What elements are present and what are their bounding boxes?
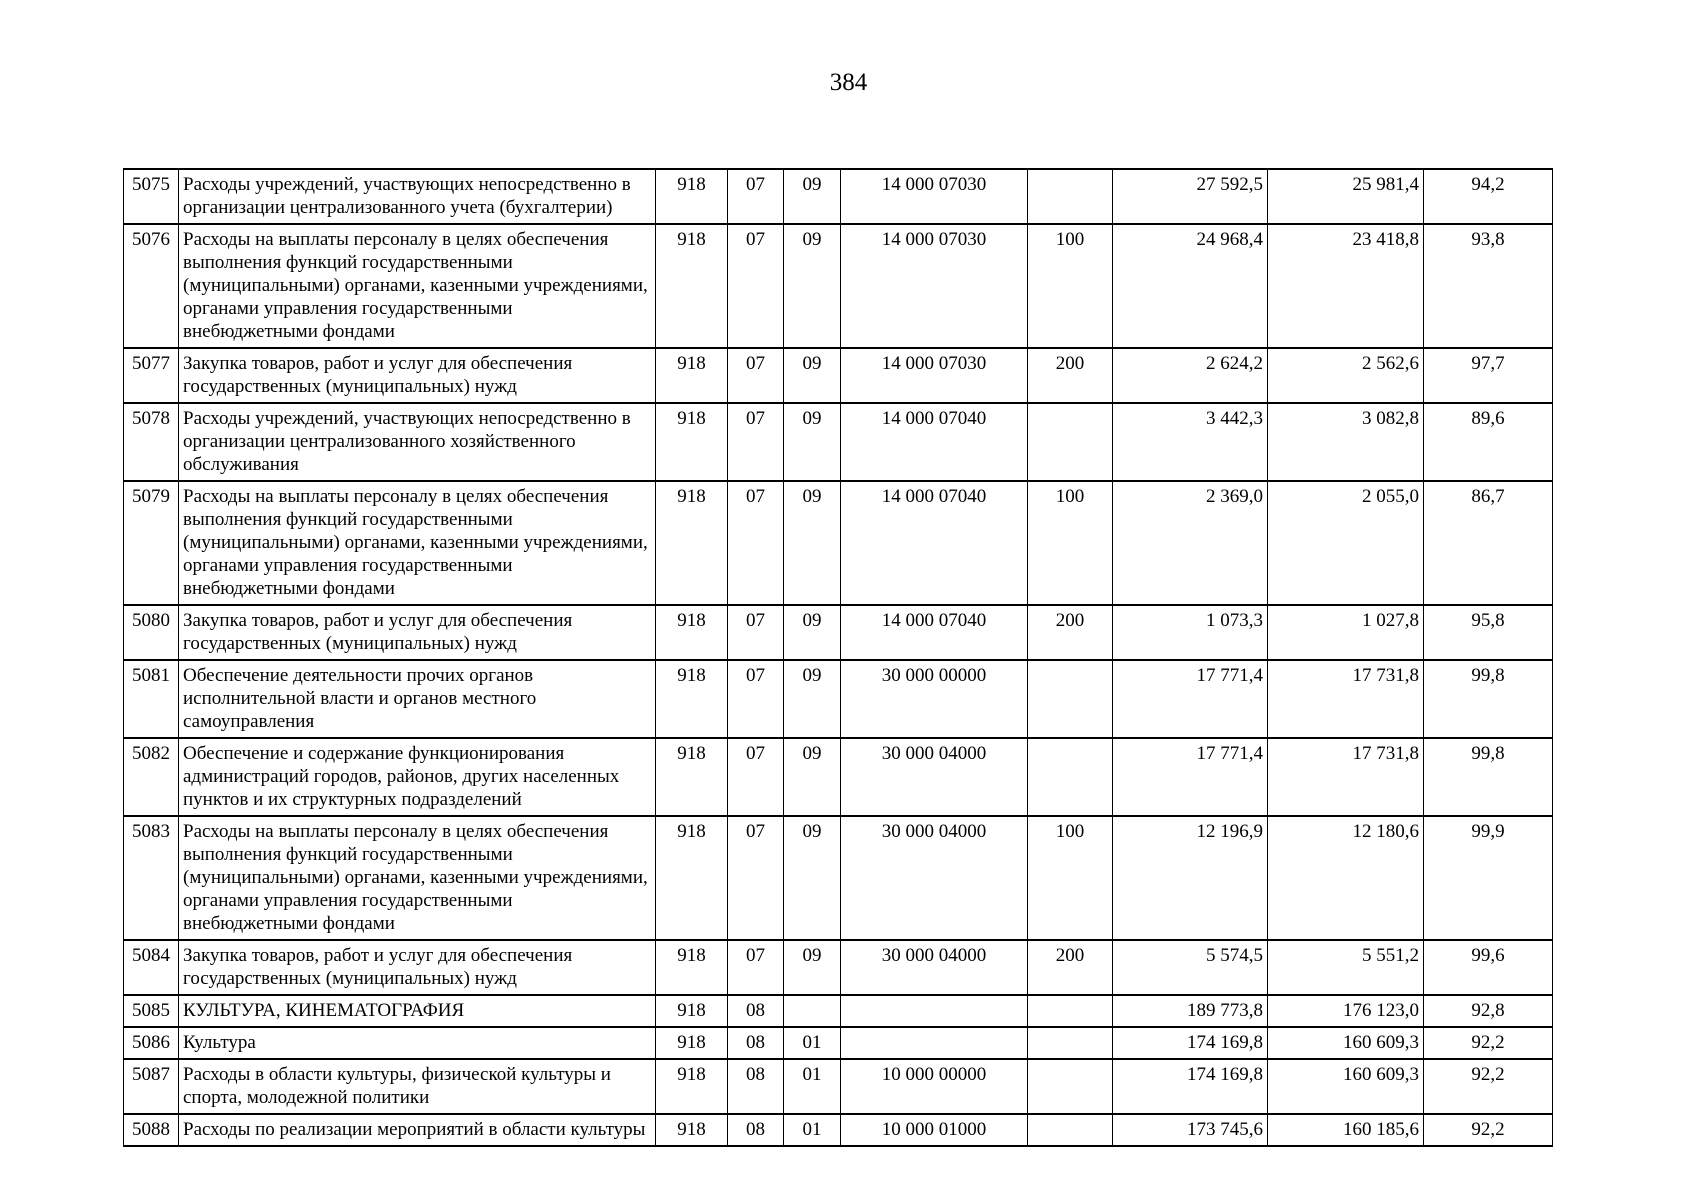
- row-id-cell: 5080: [124, 605, 179, 660]
- description-cell: Обеспечение деятельности прочих органов исполнительной власти и органов местного самоуправления: [179, 660, 656, 738]
- expense-type-cell: 200: [1028, 940, 1113, 995]
- row-id-cell: 5076: [124, 224, 179, 348]
- executed-amount-cell: 23 418,8: [1268, 224, 1424, 348]
- target-article-cell: 30 000 04000: [841, 738, 1028, 816]
- target-article-cell: [841, 995, 1028, 1027]
- description-cell: Расходы в области культуры, физической культуры и спорта, молодежной политики: [179, 1059, 656, 1114]
- description-cell: Расходы на выплаты персоналу в целях обеспечения выполнения функций государственными (муниципальными) органами, казенными учреждениями, органами управления государственными внебюджетными фондами: [179, 816, 656, 940]
- grbs-code-cell: 918: [656, 1059, 728, 1114]
- approved-amount-cell: 1 073,3: [1113, 605, 1268, 660]
- percent-cell: 93,8: [1424, 224, 1553, 348]
- approved-amount-cell: 173 745,6: [1113, 1114, 1268, 1146]
- approved-amount-cell: 27 592,5: [1113, 169, 1268, 224]
- table-row: [124, 605, 1553, 660]
- approved-amount-cell: 12 196,9: [1113, 816, 1268, 940]
- target-article-cell: 30 000 00000: [841, 660, 1028, 738]
- table-row: [124, 348, 1553, 403]
- expense-type-cell: [1028, 169, 1113, 224]
- expense-type-cell: [1028, 660, 1113, 738]
- table-row: [124, 1059, 1553, 1114]
- executed-amount-cell: 160 609,3: [1268, 1059, 1424, 1114]
- percent-cell: 92,2: [1424, 1114, 1553, 1146]
- subsection-code-cell: 09: [784, 348, 841, 403]
- budget-table-body: [124, 169, 1553, 1146]
- table-row: [124, 403, 1553, 481]
- grbs-code-cell: 918: [656, 605, 728, 660]
- description-cell: КУЛЬТУРА, КИНЕМАТОГРАФИЯ: [179, 995, 656, 1027]
- grbs-code-cell: 918: [656, 940, 728, 995]
- row-id-cell: 5078: [124, 403, 179, 481]
- executed-amount-cell: 12 180,6: [1268, 816, 1424, 940]
- description-cell: Закупка товаров, работ и услуг для обеспечения государственных (муниципальных) нужд: [179, 940, 656, 995]
- description-cell: Расходы на выплаты персоналу в целях обеспечения выполнения функций государственными (муниципальными) органами, казенными учреждениями, органами управления государственными внебюджетными фондами: [179, 224, 656, 348]
- expense-type-cell: [1028, 403, 1113, 481]
- table-row: [124, 224, 1553, 348]
- row-id-cell: 5077: [124, 348, 179, 403]
- subsection-code-cell: 09: [784, 940, 841, 995]
- table-row: [124, 1027, 1553, 1059]
- subsection-code-cell: 09: [784, 169, 841, 224]
- table-row: [124, 1114, 1553, 1146]
- expense-type-cell: 200: [1028, 605, 1113, 660]
- expense-type-cell: 100: [1028, 224, 1113, 348]
- executed-amount-cell: 2 562,6: [1268, 348, 1424, 403]
- executed-amount-cell: 17 731,8: [1268, 738, 1424, 816]
- subsection-code-cell: 09: [784, 738, 841, 816]
- section-code-cell: 07: [728, 660, 784, 738]
- description-cell: Обеспечение и содержание функционирования администраций городов, районов, других населенных пунктов и их структурных подразделений: [179, 738, 656, 816]
- target-article-cell: 14 000 07030: [841, 224, 1028, 348]
- executed-amount-cell: 3 082,8: [1268, 403, 1424, 481]
- subsection-code-cell: 01: [784, 1059, 841, 1114]
- percent-cell: 94,2: [1424, 169, 1553, 224]
- subsection-code-cell: 09: [784, 660, 841, 738]
- executed-amount-cell: 160 185,6: [1268, 1114, 1424, 1146]
- grbs-code-cell: 918: [656, 169, 728, 224]
- row-id-cell: 5081: [124, 660, 179, 738]
- subsection-code-cell: 01: [784, 1114, 841, 1146]
- section-code-cell: 07: [728, 481, 784, 605]
- executed-amount-cell: 1 027,8: [1268, 605, 1424, 660]
- row-id-cell: 5082: [124, 738, 179, 816]
- executed-amount-cell: 2 055,0: [1268, 481, 1424, 605]
- description-cell: Расходы учреждений, участвующих непосредственно в организации централизованного хозяйственного обслуживания: [179, 403, 656, 481]
- table-row: [124, 169, 1553, 224]
- percent-cell: 89,6: [1424, 403, 1553, 481]
- executed-amount-cell: 17 731,8: [1268, 660, 1424, 738]
- grbs-code-cell: 918: [656, 738, 728, 816]
- section-code-cell: 07: [728, 348, 784, 403]
- percent-cell: 99,9: [1424, 816, 1553, 940]
- description-cell: Закупка товаров, работ и услуг для обеспечения государственных (муниципальных) нужд: [179, 348, 656, 403]
- row-id-cell: 5088: [124, 1114, 179, 1146]
- approved-amount-cell: 2 369,0: [1113, 481, 1268, 605]
- grbs-code-cell: 918: [656, 1114, 728, 1146]
- section-code-cell: 07: [728, 738, 784, 816]
- grbs-code-cell: 918: [656, 481, 728, 605]
- description-cell: Закупка товаров, работ и услуг для обеспечения государственных (муниципальных) нужд: [179, 605, 656, 660]
- target-article-cell: 30 000 04000: [841, 816, 1028, 940]
- target-article-cell: 30 000 04000: [841, 940, 1028, 995]
- grbs-code-cell: 918: [656, 660, 728, 738]
- target-article-cell: 10 000 00000: [841, 1059, 1028, 1114]
- table-row: [124, 660, 1553, 738]
- target-article-cell: 14 000 07030: [841, 169, 1028, 224]
- target-article-cell: [841, 1027, 1028, 1059]
- subsection-code-cell: 09: [784, 816, 841, 940]
- percent-cell: 92,2: [1424, 1027, 1553, 1059]
- row-id-cell: 5085: [124, 995, 179, 1027]
- section-code-cell: 07: [728, 224, 784, 348]
- expense-type-cell: [1028, 1027, 1113, 1059]
- row-id-cell: 5086: [124, 1027, 179, 1059]
- description-cell: Расходы по реализации мероприятий в области культуры: [179, 1114, 656, 1146]
- target-article-cell: 10 000 01000: [841, 1114, 1028, 1146]
- description-cell: Культура: [179, 1027, 656, 1059]
- expense-type-cell: 200: [1028, 348, 1113, 403]
- subsection-code-cell: [784, 995, 841, 1027]
- executed-amount-cell: 160 609,3: [1268, 1027, 1424, 1059]
- target-article-cell: 14 000 07040: [841, 403, 1028, 481]
- percent-cell: 92,8: [1424, 995, 1553, 1027]
- executed-amount-cell: 25 981,4: [1268, 169, 1424, 224]
- approved-amount-cell: 17 771,4: [1113, 738, 1268, 816]
- budget-table: [123, 168, 1553, 1147]
- grbs-code-cell: 918: [656, 403, 728, 481]
- target-article-cell: 14 000 07030: [841, 348, 1028, 403]
- approved-amount-cell: 189 773,8: [1113, 995, 1268, 1027]
- approved-amount-cell: 5 574,5: [1113, 940, 1268, 995]
- target-article-cell: 14 000 07040: [841, 605, 1028, 660]
- target-article-cell: 14 000 07040: [841, 481, 1028, 605]
- table-row: [124, 481, 1553, 605]
- subsection-code-cell: 09: [784, 605, 841, 660]
- expense-type-cell: [1028, 1114, 1113, 1146]
- table-row: [124, 816, 1553, 940]
- section-code-cell: 07: [728, 403, 784, 481]
- row-id-cell: 5083: [124, 816, 179, 940]
- section-code-cell: 07: [728, 169, 784, 224]
- grbs-code-cell: 918: [656, 816, 728, 940]
- table-row: [124, 940, 1553, 995]
- approved-amount-cell: 174 169,8: [1113, 1027, 1268, 1059]
- description-cell: Расходы на выплаты персоналу в целях обеспечения выполнения функций государственными (муниципальными) органами, казенными учреждениями, органами управления государственными внебюджетными фондами: [179, 481, 656, 605]
- subsection-code-cell: 09: [784, 403, 841, 481]
- expense-type-cell: 100: [1028, 816, 1113, 940]
- percent-cell: 99,8: [1424, 660, 1553, 738]
- grbs-code-cell: 918: [656, 224, 728, 348]
- section-code-cell: 08: [728, 995, 784, 1027]
- expense-type-cell: [1028, 738, 1113, 816]
- page-number: 384: [829, 69, 868, 96]
- executed-amount-cell: 176 123,0: [1268, 995, 1424, 1027]
- approved-amount-cell: 174 169,8: [1113, 1059, 1268, 1114]
- percent-cell: 86,7: [1424, 481, 1553, 605]
- expense-type-cell: [1028, 1059, 1113, 1114]
- expense-type-cell: 100: [1028, 481, 1113, 605]
- row-id-cell: 5079: [124, 481, 179, 605]
- section-code-cell: 08: [728, 1059, 784, 1114]
- subsection-code-cell: 09: [784, 224, 841, 348]
- approved-amount-cell: 17 771,4: [1113, 660, 1268, 738]
- subsection-code-cell: 01: [784, 1027, 841, 1059]
- executed-amount-cell: 5 551,2: [1268, 940, 1424, 995]
- approved-amount-cell: 24 968,4: [1113, 224, 1268, 348]
- grbs-code-cell: 918: [656, 348, 728, 403]
- percent-cell: 92,2: [1424, 1059, 1553, 1114]
- percent-cell: 95,8: [1424, 605, 1553, 660]
- section-code-cell: 07: [728, 816, 784, 940]
- row-id-cell: 5075: [124, 169, 179, 224]
- table-row: [124, 738, 1553, 816]
- table-row: [124, 995, 1553, 1027]
- percent-cell: 99,8: [1424, 738, 1553, 816]
- grbs-code-cell: 918: [656, 995, 728, 1027]
- row-id-cell: 5087: [124, 1059, 179, 1114]
- section-code-cell: 08: [728, 1114, 784, 1146]
- percent-cell: 97,7: [1424, 348, 1553, 403]
- section-code-cell: 07: [728, 940, 784, 995]
- subsection-code-cell: 09: [784, 481, 841, 605]
- section-code-cell: 08: [728, 1027, 784, 1059]
- percent-cell: 99,6: [1424, 940, 1553, 995]
- grbs-code-cell: 918: [656, 1027, 728, 1059]
- approved-amount-cell: 2 624,2: [1113, 348, 1268, 403]
- row-id-cell: 5084: [124, 940, 179, 995]
- approved-amount-cell: 3 442,3: [1113, 403, 1268, 481]
- description-cell: Расходы учреждений, участвующих непосредственно в организации централизованного учета (бухгалтерии): [179, 169, 656, 224]
- section-code-cell: 07: [728, 605, 784, 660]
- expense-type-cell: [1028, 995, 1113, 1027]
